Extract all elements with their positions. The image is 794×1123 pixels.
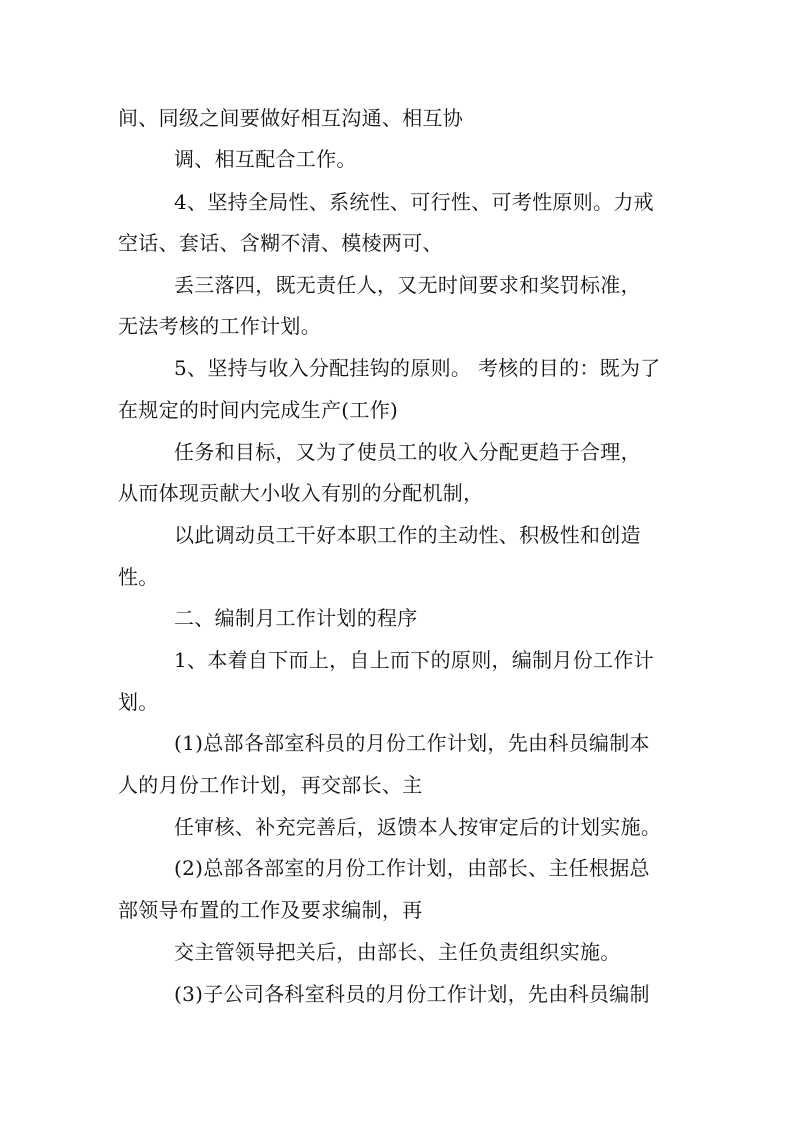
text-line: (2)总部各部室的月份工作计划，由部长、主任根据总 (174, 856, 650, 880)
text-line: 4、坚持全局性、系统性、可行性、可考性原则。力戒 (174, 190, 654, 214)
text-line: 间、同级之间要做好相互沟通、相互协 (118, 106, 464, 130)
text-line: (3)子公司各科室科员的月份工作计划，先由科员编制 (174, 982, 650, 1006)
text-line: 部领导布置的工作及要求编制，再 (118, 898, 423, 922)
text-line: 划。 (118, 690, 159, 714)
text-line: 无法考核的工作计划。 (118, 314, 321, 338)
text-line: 1、本着自下而上，自上而下的原则，编制月份工作计 (174, 648, 654, 672)
text-line: 在规定的时间内完成生产(工作) (118, 398, 399, 422)
text-line: 从而体现贡献大小收入有别的分配机制， (118, 481, 484, 505)
text-line: 以此调动员工干好本职工作的主动性、积极性和创造 (174, 523, 641, 547)
text-line: 5、坚持与收入分配挂钩的原则。 考核的目的：既为了 (174, 356, 661, 380)
section-heading: 二、编制月工作计划的程序 (174, 606, 418, 630)
text-line: 任务和目标，又为了使员工的收入分配更趋于合理， (174, 440, 641, 464)
text-line: 人的月份工作计划，再交部长、主 (118, 773, 423, 797)
text-line: 交主管领导把关后，由部长、主任负责组织实施。 (174, 940, 621, 964)
text-line: (1)总部各部室科员的月份工作计划，先由科员编制本 (174, 731, 650, 755)
text-line: 性。 (118, 565, 159, 589)
text-line: 任审核、补充完善后，返馈本人按审定后的计划实施。 (174, 815, 662, 839)
text-line: 空话、套话、含糊不清、模棱两可、 (118, 231, 443, 255)
text-line: 调、相互配合工作。 (174, 147, 357, 171)
text-line: 丢三落四，既无责任人，又无时间要求和奖罚标准， (174, 273, 641, 297)
